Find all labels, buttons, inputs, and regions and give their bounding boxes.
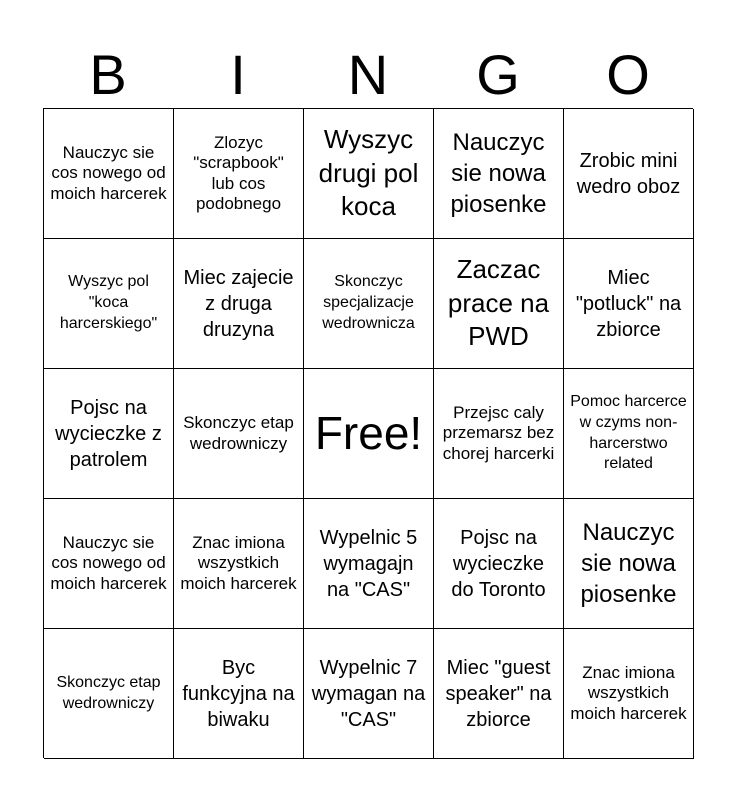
bingo-cell-r3-c2[interactable]: Skonczyc etap wedrowniczy [174,369,304,499]
bingo-cell-r2-c1[interactable]: Wyszyc pol "koca harcerskiego" [44,239,174,369]
bingo-cell-r1-c3[interactable]: Wyszyc drugi pol koca [304,109,434,239]
bingo-cell-r1-c5[interactable]: Zrobic mini wedro oboz [564,109,694,239]
header-letter-n: N [347,42,389,106]
header-letter-b: B [89,42,127,106]
bingo-cell-r2-c5[interactable]: Miec "potluck" na zbiorce [564,239,694,369]
bingo-cell-r4-c3[interactable]: Wypelnic 5 wymagajn na "CAS" [304,499,434,629]
free-space-cell[interactable]: Free! [304,369,434,499]
bingo-cell-r5-c3[interactable]: Wypelnic 7 wymagan na "CAS" [304,629,434,759]
bingo-cell-r1-c1[interactable]: Nauczyc sie cos nowego od moich harcerek [44,109,174,239]
bingo-cell-r3-c1[interactable]: Pojsc na wycieczke z patrolem [44,369,174,499]
bingo-cell-r5-c1[interactable]: Skonczyc etap wedrowniczy [44,629,174,759]
bingo-cell-r3-c5[interactable]: Pomoc harcerce w czyms non-harcerstwo related [564,369,694,499]
bingo-cell-r5-c2[interactable]: Byc funkcyjna na biwaku [174,629,304,759]
bingo-cell-r4-c5[interactable]: Nauczyc sie nowa piosenke [564,499,694,629]
bingo-cell-r4-c1[interactable]: Nauczyc sie cos nowego od moich harcerek [44,499,174,629]
bingo-cell-r5-c5[interactable]: Znac imiona wszystkich moich harcerek [564,629,694,759]
bingo-cell-r1-c2[interactable]: Zlozyc "scrapbook" lub cos podobnego [174,109,304,239]
bingo-cell-r2-c3[interactable]: Skonczyc specjalizacje wedrownicza [304,239,434,369]
bingo-cell-r1-c4[interactable]: Nauczyc sie nowa piosenke [434,109,564,239]
bingo-cell-r4-c2[interactable]: Znac imiona wszystkich moich harcerek [174,499,304,629]
bingo-cell-r2-c4[interactable]: Zaczac prace na PWD [434,239,564,369]
bingo-cell-r4-c4[interactable]: Pojsc na wycieczke do Toronto [434,499,564,629]
bingo-cell-r3-c4[interactable]: Przejsc caly przemarsz bez chorej harcerki [434,369,564,499]
bingo-grid [43,108,693,758]
header-letter-i: I [230,42,246,106]
header-letter-g: G [476,42,520,106]
bingo-cell-r2-c2[interactable]: Miec zajecie z druga druzyna [174,239,304,369]
bingo-cell-r5-c4[interactable]: Miec "guest speaker" na zbiorce [434,629,564,759]
bingo-header [43,40,693,108]
header-letter-o: O [606,42,650,106]
